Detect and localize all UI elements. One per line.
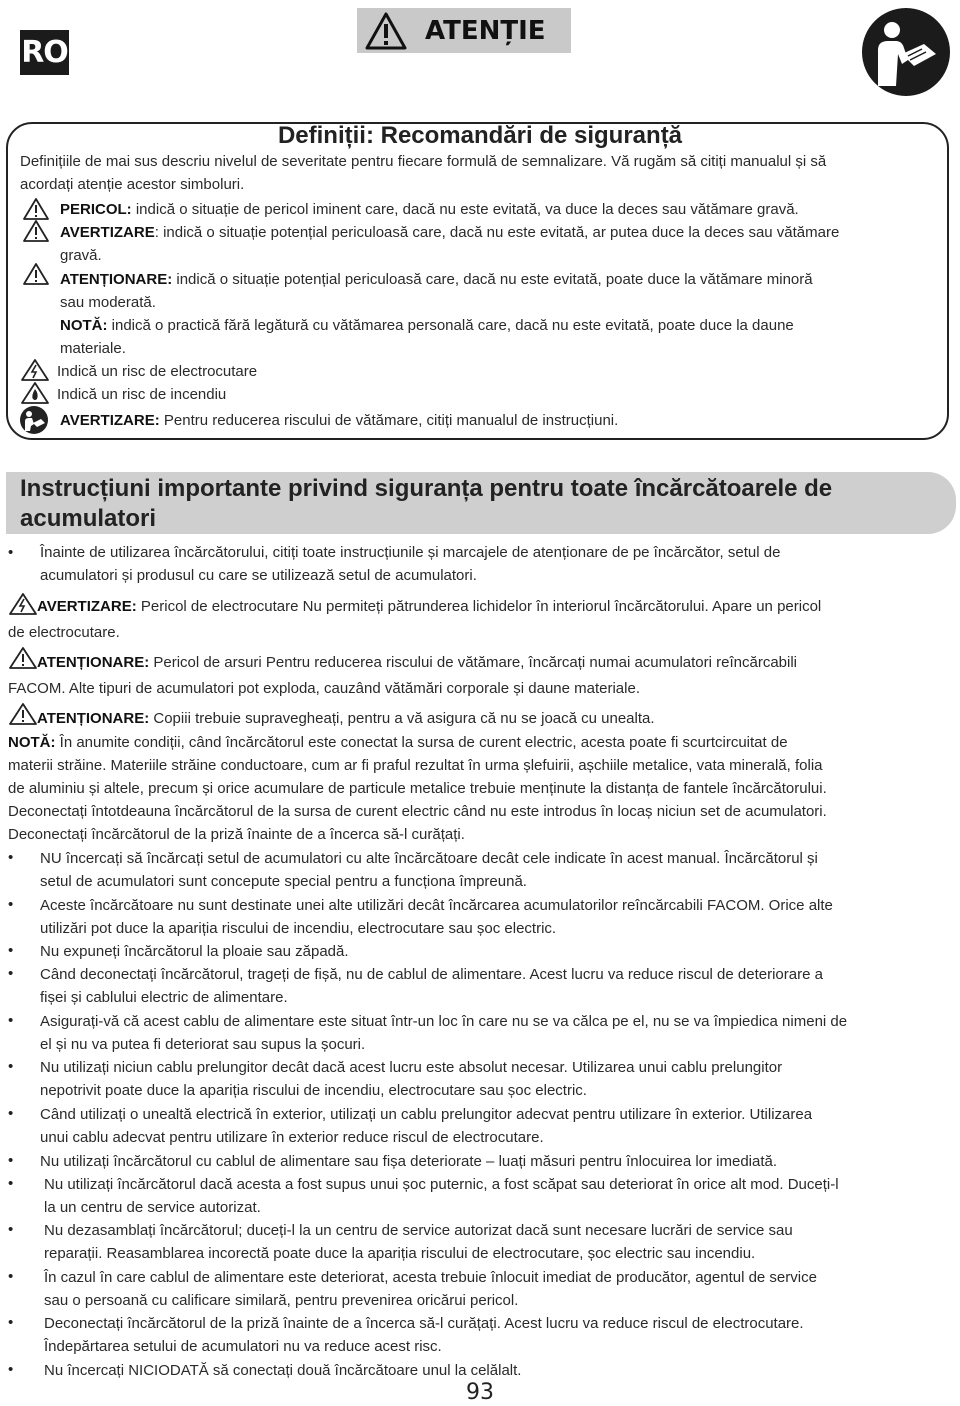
fire-icon [20,381,50,405]
section-title: Instrucțiuni importante privind siguranța pentru toate încărcătoarele de acumulatori [20,475,833,532]
bullet-marker: • [8,1361,14,1378]
bullet-marker: • [8,849,14,866]
electric-shock-warning-icon [8,592,38,616]
bullet-marker: • [8,1221,14,1238]
burn-caution-line-2: FACOM. Alte tipuri de acumulatori pot exploda, cauzând vătămări corporale și daune materiale. [8,680,640,697]
list-item: Nu încercați NICIODATĂ să conectați două încărcătoare unul la celălalt. [44,1362,522,1379]
list-item: Nu utilizați încărcătorul dacă acesta a fost supus unui șoc puternic, a fost scăpat sau deteriorat în orice alt mod. Duceți-l [44,1176,839,1193]
bullet-marker: • [8,896,14,913]
fire-risk-text: Indică un risc de incendiu [57,386,227,403]
list-item-cont: setul de acumulatori sunt concepute special pentru a funcționa împreună. [40,873,527,890]
list-item: Deconectați încărcătorul de la priză înainte de a încerca să-l curățați. Acest lucru va reduce riscul de electrocutare. [44,1315,804,1332]
bullet-marker: • [8,544,14,561]
list-item: Aceste încărcătoare nu sunt destinate unei alte utilizări decât încărcarea acumulatorilor reîncărcabili FACOM. Orice alte [40,897,833,914]
bullet-marker: • [8,1105,14,1122]
list-item-cont: la un centru de service autorizat. [44,1199,261,1216]
nota-definition: NOTĂ: indică o practică fără legătură cu vătămarea personală care, dacă nu este evitată, poate duce la daune [60,317,794,334]
list-item: Asigurați-vă că acest cablu de alimentare este situat într-un loc în care nu se va călca pe el, nu se va împiedica nimeni de [40,1013,848,1030]
note-line-4: Deconectați întotdeauna încărcătorul de la sursa de curent electric când nu este introdus în locaș niciun set de acumulatori. [8,803,827,820]
note-line-2: materii străine. Materiile străine conductoare, cum ar fi praful rezultat în urma șlefuirii, așchiile metalice, vata minerală, folia [8,757,823,774]
intro-bullet-line-1: Înainte de utilizarea încărcătorului, citiți toate instrucțiunile și marcajele de atenționare de pe încărcător, setul de [40,544,781,561]
read-manual-icon [862,8,950,96]
bullet-marker: • [8,965,14,982]
page-number: 93 [466,1380,494,1405]
bullet-marker: • [8,1152,14,1169]
electrocution-risk-text: Indică un risc de electrocutare [57,363,258,380]
warning-icon [22,219,50,243]
list-item: Când utilizați o unealtă electrică în exterior, utilizați un cablu prelungitor adecvat pentru utilizare în exterior. Utilizarea [40,1106,813,1123]
bullet-marker: • [8,1058,14,1075]
avertizare-definition: AVERTIZARE: indică o situație potențial periculoasă care, dacă nu este evitată, ar putea duce la deces sau vătămare [60,224,840,241]
language-badge: RO [20,30,69,75]
list-item: Nu dezasamblați încărcătorul; duceți-l la un centru de service autorizat dacă sunt necesare lucrări de service sau [44,1222,793,1239]
danger-warning-icon [22,197,50,221]
attention-banner [357,8,571,53]
list-item: NU încercați să încărcați setul de acumulatori cu alte încărcătoare decât cele indicate în acest manual. Încărcătorul și [40,850,818,867]
list-item-cont: el și nu va putea fi deteriorat sau supus la șocuri. [40,1036,366,1053]
attention-title: ATENȚIE [425,15,546,46]
list-item-cont: unui cablu adecvat pentru utilizare în exterior reduce riscul de electrocutare. [40,1129,544,1146]
list-item: Nu utilizați niciun cablu prelungitor decât dacă acest lucru este absolut necesar. Utilizarea unui cablu prelungitor [40,1059,783,1076]
pericol-definition: PERICOL: indică o situație de pericol iminent care, dacă nu este evitată, va duce la deces sau vătămare gravă. [60,201,799,218]
list-item: În cazul în care cablul de alimentare este deteriorat, acesta trebuie înlocuit imediat de producător, agentul de service [44,1269,817,1286]
bullet-marker: • [8,942,14,959]
children-caution-text: ATENȚIONARE: Copiii trebuie supravegheați, pentru a vă asigura că nu se joacă cu unealta. [37,710,655,727]
list-item: Nu expuneți încărcătorul la ploaie sau zăpadă. [40,943,349,960]
read-manual-small-icon [18,405,50,435]
children-caution-icon [8,702,38,726]
intro-bullet-line-2: acumulatori și produsul cu care se utilizează setul de acumulatori. [40,567,477,584]
bullet-marker: • [8,1314,14,1331]
caution-icon [22,262,50,286]
list-item-cont: sau o persoană cu calificare similară, pentru prevenirea oricărui pericol. [44,1292,519,1309]
burn-caution-icon [8,646,38,670]
bullet-marker: • [8,1175,14,1192]
burn-caution-line-1: ATENȚIONARE: Pericol de arsuri Pentru reducerea riscului de vătămare, încărcați numai acumulatori reîncărcabili [37,654,798,671]
note-line-5: Deconectați încărcătorul de la priză înainte de a încerca să-l curățați. [8,826,465,843]
note-line-1: NOTĂ: În anumite condiții, când încărcătorul este conectat la sursa de curent electric, acesta poate fi scurtcircuitat de [8,734,788,751]
liquid-warning-line-2: de electrocutare. [8,624,120,641]
definitions-intro-line-1: Definițiile de mai sus descriu nivelul de severitate pentru fiecare formulă de semnalizare. Vă rugăm să citiți manualul și să [20,153,827,170]
bullet-marker: • [8,1268,14,1285]
bullet-marker: • [8,1012,14,1029]
electric-shock-icon [20,358,50,382]
definitions-title: Definiții: Recomandări de siguranță [277,122,683,149]
note-line-3: de aluminiu și altele, precum și orice acumulare de particule metalice trebuie menținute la distanța de fantele încărcătorului. [8,780,827,797]
list-item: Nu utilizați încărcătorul cu cablul de alimentare sau fișa deteriorate – luați măsuri pentru înlocuirea lor imediată. [40,1153,778,1170]
list-item-cont: fișei și cablului electric de alimentare. [40,989,288,1006]
nota-definition-cont: materiale. [60,340,126,357]
avertizare-definition-cont: gravă. [60,247,102,264]
manual-warning-text: AVERTIZARE: Pentru reducerea riscului de vătămare, citiți manualul de instrucțiuni. [60,412,619,429]
list-item: Când deconectați încărcătorul, trageți de fișă, nu de cablul de alimentare. Acest lucru va reduce riscul de deteriorare a [40,966,823,983]
list-item-cont: Îndepărtarea setului de acumulatori nu va reduce acest risc. [44,1338,442,1355]
atentionare-definition-cont: sau moderată. [60,294,156,311]
definitions-intro-line-2: acordați atenție acestor simboluri. [20,176,245,193]
list-item-cont: reparații. Reasamblarea incorectă poate duce la apariția riscului de electrocutare, șoc electric sau incendiu. [44,1245,756,1262]
list-item-cont: utilizări pot duce la apariția riscului de incendiu, electrocutare sau șoc electric. [40,920,557,937]
warning-triangle-icon [365,12,407,50]
atentionare-definition: ATENȚIONARE: indică o situație potențial periculoasă care, dacă nu este evitată, poate duce la vătămare minoră [60,271,813,288]
liquid-warning-line-1: AVERTIZARE: Pericol de electrocutare Nu permiteți pătrunderea lichidelor în interiorul încărcătorului. Apare un pericol [37,598,822,615]
list-item-cont: nepotrivit poate duce la apariția riscului de incendiu, electrocutare sau șoc electric. [40,1082,587,1099]
